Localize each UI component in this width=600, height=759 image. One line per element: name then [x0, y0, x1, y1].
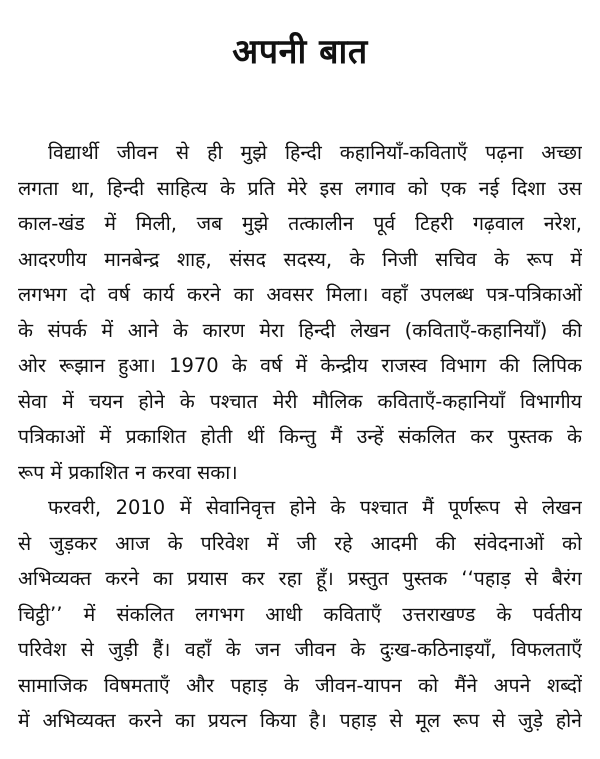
- text-line: ओर रूझान हुआ। 1970 के वर्ष में केन्द्रीय राजस्व विभाग की लिपिक: [18, 354, 582, 377]
- text-line: रूप में प्रकाशित न करवा सका।: [18, 460, 238, 484]
- text-line: लगभग दो वर्ष कार्य करने का अवसर मिला। वहाँ उपलब्ध पत्र-पत्रिकाओं: [18, 283, 582, 306]
- text-line: सेवा में चयन होने के पश्चात मेरी मौलिक कविताएँ-कहानियाँ विभागीय: [18, 389, 582, 413]
- text-line: चिट्ठी’’ में संकलित लगभग आधी कविताएँ उत्तराखण्ड के पर्वतीय: [18, 602, 582, 626]
- paragraph-2: [18, 490, 582, 739]
- text-line: आदरणीय मानबेन्द्र शाह, संसद सदस्य, के निजी सचिव के रूप में: [18, 247, 582, 271]
- text-line: परिवेश से जुड़ी हैं। वहाँ के जन जीवन के दुःख-कठिनाइयाँ, विफलताएँ: [18, 638, 582, 661]
- text-line: काल-खंड में मिली, जब मुझे तत्कालीन पूर्व टिहरी गढ़वाल नरेश,: [18, 212, 582, 235]
- text-line: विद्यार्थी जीवन से ही मुझे हिन्दी कहानियाँ-कविताएँ पढ़ना अच्छा: [48, 141, 582, 164]
- text-line: में अभिव्यक्त करने का प्रयत्न किया है। पहाड़ से मूल रूप से जुड़े होने: [18, 709, 582, 732]
- paragraph-1: [18, 135, 582, 490]
- text-line: पत्रिकाओं में प्रकाशित होती थीं किन्तु मैं उन्हें संकलित कर पुस्तक के: [18, 425, 582, 448]
- page-title: अपनी बात: [232, 32, 368, 72]
- text-line: लगता था, हिन्दी साहित्य के प्रति मेरे इस लगाव को एक नई दिशा उस: [18, 176, 582, 200]
- text-line: अभिव्यक्त करने का प्रयास कर रहा हूँ। प्रस्तुत पुस्तक ‘‘पहाड़ से बैरंग: [18, 567, 582, 590]
- text-line: सामाजिक विषमताएँ और पहाड़ के जीवन-यापन को मैंने अपने शब्दों: [18, 673, 582, 697]
- text-line: से जुड़कर आज के परिवेश में जी रहे आदमी की संवेदनाओं को: [18, 531, 582, 555]
- text-line: फरवरी, 2010 में सेवानिवृत्त होने के पश्चात मैं पूर्णरूप से लेखन: [48, 496, 582, 519]
- text-line: के संपर्क में आने के कारण मेरा हिन्दी लेखन (कविताएँ-कहानियाँ) की: [18, 318, 582, 342]
